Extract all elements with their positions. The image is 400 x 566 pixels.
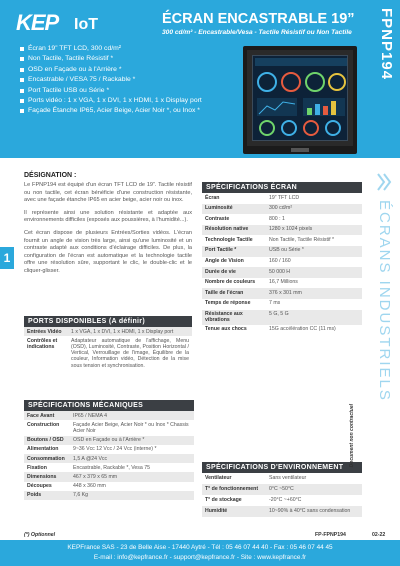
spec-ecran-table (202, 182, 362, 336)
product-title: ÉCRAN ENCASTRABLE 19” (162, 11, 355, 27)
table-row: Consommation 1,5 A @24 Vcc (24, 454, 194, 463)
sidebar-top-band (368, 0, 400, 158)
table-row: Port Tactile * USB ou Série * (202, 246, 362, 257)
footer-address: KEPFrance SAS - 23 de Belle Aise - 17440 Aytré - Tél : 05 46 07 44 40 - Fax : 05 46 07 44 45 (67, 544, 333, 551)
category-label: ÉCRANS INDUSTRIELS (376, 200, 393, 402)
feature-item: OSD en Façade ou à l'Arrière * (20, 65, 240, 75)
feature-item: Port Tactile USB ou Série * (20, 86, 240, 96)
table-row: Résolution native 1280 x 1024 pixels (202, 225, 362, 236)
bullet-icon (20, 68, 24, 72)
table-row: Écran 19” TFT LCD (205, 194, 300, 201)
header-band (0, 0, 368, 158)
bullet-icon (20, 47, 24, 51)
table-row: Alimentation 9~36 Vcc 12 Vcc / 24 Vcc (interne) * (27, 446, 157, 453)
feature-item: Non Tactile, Tactile Résistif * (20, 54, 240, 64)
feature-item: Façade Étanche IP65, Acier Beige, Acier Noir *, ou Inox * (20, 106, 240, 116)
optional-note: (*) Optionnel (24, 532, 56, 538)
table-row: Fixation Encastrable, Rackable *, Vesa 75 (27, 464, 150, 471)
table-row: Nombre de couleurs 16,7 Millions (205, 279, 298, 286)
table-row: Angle de Vision 160 / 160 (205, 258, 291, 265)
table-row: Luminosité 300 cd/m² (202, 204, 362, 215)
feature-item: Écran 19” TFT LCD, 300 cd/m² (20, 44, 240, 54)
spec-ports-title: PORTS DISPONIBLES (A définir) (24, 316, 192, 327)
table-row: Humidité 10~90% à 40°C sans condensation (202, 506, 362, 517)
spec-env-table (202, 462, 362, 517)
table-row: T° de fonctionnement 0°C ~50°C (202, 484, 362, 495)
table-row: Construction Façade Acier Beige, Acier Noir * ou Inox * Chassis Acier Noir (27, 421, 189, 434)
table-row: Ventilateur Sans ventilateur (205, 474, 307, 481)
bullet-icon (20, 99, 24, 103)
designation-heading: DÉSIGNATION : (24, 172, 77, 179)
double-chevron-icon (376, 172, 392, 192)
document-reference: FP-FPNP194 (315, 532, 346, 538)
designation-paragraph: Le FPNP194 est équipé d'un écran TFT LCD de 19”. Tactile résistif ou non tactile, cet écran bénéficie d'une construction résistante, avec une façade étanche IP65 en acier beige, acier noir ou inox. (24, 182, 192, 204)
right-sidebar (368, 0, 400, 528)
dashboard-graphic (253, 56, 348, 141)
table-row: Durée de vie 50 000 H (202, 267, 362, 278)
table-row: Contraste 800 : 1 (205, 215, 285, 222)
bullet-icon (20, 89, 24, 93)
spec-meca-title: SPÉCIFICATIONS MÉCANIQUES (24, 400, 194, 411)
spec-env-rows (202, 473, 362, 517)
bullet-icon (20, 109, 24, 113)
designation-paragraph: Il représente ainsi une solution résistante et adaptée aux environnements difficiles (exposés aux poussières, à l'humidité...). (24, 209, 192, 224)
disclaimer-note: Document non contractuel (349, 404, 355, 468)
footer-contact: E-mail : info@kepfrance.fr - support@kepfrance.fr - Site : www.kepfrance.fr (93, 554, 307, 561)
monitor-logo-plate (291, 148, 309, 152)
product-subtitle: 300 cd/m² - Encastrable/Vesa - Tactile Résistif ou Non Tactile (162, 29, 352, 36)
table-row: Tenue aux chocs 15G accélération CC (11 ms) (205, 326, 336, 333)
footer-band (0, 540, 400, 566)
designation-block (24, 172, 192, 281)
table-row: Face Avant IP65 / NEMA 4 (24, 411, 194, 420)
table-row: Entrées Vidéo 1 x VGA, 1 x DVI, 1 x HDMI, 1 x Display port (24, 327, 192, 336)
spec-meca-rows (24, 411, 194, 500)
product-code: FPNP194 (378, 8, 395, 81)
feature-list (20, 44, 240, 117)
table-row: Boutons / OSD OSD en Façade ou à l'Arrière * (24, 436, 194, 445)
table-row: Taille de l'écran 376 x 301 mm (202, 288, 362, 299)
kep-logo (16, 12, 116, 34)
spec-env-title: SPÉCIFICATIONS D'ENVIRONNEMENT (202, 462, 362, 473)
table-row: Technologie Tactile Non Tactile, Tactile Résistif * (205, 236, 334, 243)
feature-item: Ports vidéo : 1 x VGA, 1 x DVI, 1 x HDMI, 1 x Display port (20, 96, 240, 106)
designation-paragraph: Cet écran dispose de plusieurs Entrées/Sorties vidéos. L'écran fournit un angle de vision très large, ainsi qu'une luminosité et un contraste adapté aux conditions d'éclairage difficiles. De plus, la configuration de l'écran est automatique et la technologie tactile offre une résolution sûre, supportant le clic, le double-clic et le cliquer-glisser. (24, 229, 192, 274)
spec-ports-table (24, 316, 192, 370)
product-monitor-image (243, 46, 357, 154)
table-row: Résistance aux vibrations 5 G, 5 G (202, 310, 362, 325)
table-row: Contrôles et indications Adaptateur automatique de l'affichage, Menu (OSD), Luminosité, Contraste, Position Horizontal / Vertical, Verrouillage de l'image, Équilibre de la couleur, Information vidéo, Détection de la mise sous tension et synchronisation. (27, 337, 189, 369)
spec-meca-table (24, 400, 194, 500)
table-row: T° de stockage -20°C ~+60°C (205, 496, 302, 503)
logo-main-text: KEP (16, 10, 59, 35)
section-number-badge: 1 (0, 247, 14, 269)
table-row: Temps de réponse 7 ms (205, 300, 281, 307)
document-date: 02-22 (372, 532, 386, 538)
spec-ecran-title: SPÉCIFICATIONS ÉCRAN (202, 182, 362, 193)
feature-item: Encastrable / VESA 75 / Rackable * (20, 75, 240, 85)
bullet-icon (20, 57, 24, 61)
table-row: Dimensions 467 x 379 x 65 mm (24, 472, 194, 481)
table-row: Poids 7,6 Kg (24, 491, 194, 500)
monitor-screen (252, 55, 348, 141)
spec-ecran-rows (202, 193, 362, 336)
spec-ports-rows (24, 327, 192, 370)
logo-suffix-text: IoT (74, 16, 98, 33)
table-row: Découpes 448 x 360 mm (27, 483, 106, 490)
bullet-icon (20, 78, 24, 82)
